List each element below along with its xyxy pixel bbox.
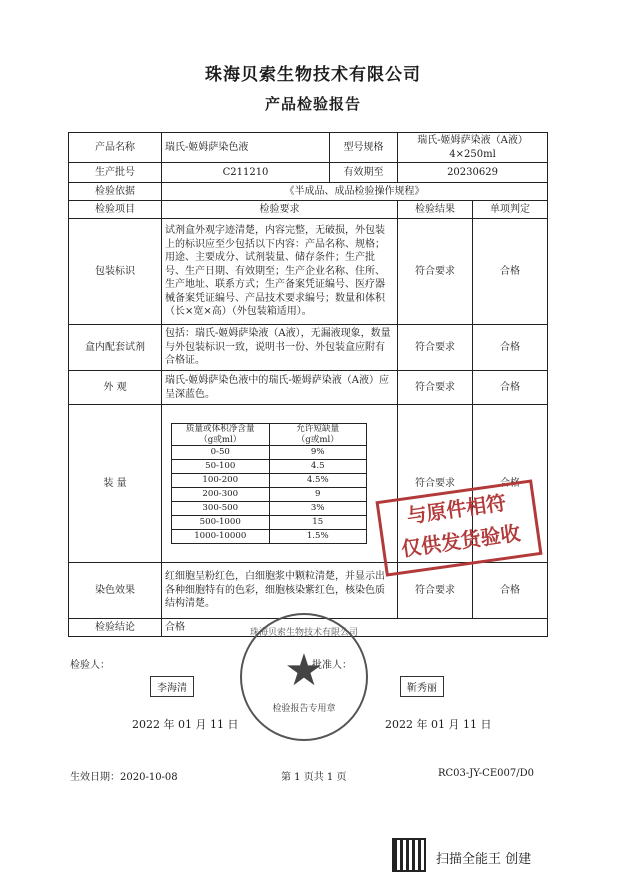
seal-inner-text: 检验报告专用章 [272,704,336,714]
inspector-signature: 李海清 [150,676,194,697]
item-appearance: 外 观 [69,371,162,405]
batch-value: C211210 [162,163,330,183]
product-name-value: 瑞氏-姬姆萨染色液 [162,133,330,163]
result-label-pack: 符合要求 [398,219,473,325]
fill-allow: 1.5% [269,530,367,544]
conclusion-label: 检验结论 [69,619,162,637]
judge-stain: 合格 [473,563,548,619]
model-label: 型号规格 [330,133,398,163]
fill-header-qty-line1: 质量或体积净含量 [185,423,255,434]
req-kit-content: 包括：瑞氏-姬姆萨染液（A液），无漏液现象，数量与外包装标识一致，说明书一份、外包装盒应附有合格证。 [162,325,398,371]
stamp-line-1: 与原件相符 [405,490,508,529]
fill-range: 50-100 [172,460,270,474]
item-fill: 装 量 [69,405,162,563]
req-appearance: 瑞氏-姬姆萨染色液中的瑞氏-姬姆萨染液（A液）应呈深蓝色。 [162,371,398,405]
report-title: 产品检验报告 [264,95,361,113]
req-stain: 红细胞呈粉红色，白细胞浆中颗粒清楚，并显示出各种细胞特有的色彩，细胞核染紫红色，核染色质结构清楚。 [162,563,398,619]
req-label-pack: 试剂盒外观字迹清楚，内容完整，无破损，外包装上的标识应至少包括以下内容：产品名称、规格；用途、主要成分、试剂装量、储存条件；生产批号、生产日期、有效期至；生产企业名称、住所、生产地址、联系方式；生产备案凭证编号、医疗器械备案凭证编号、产品技术要求编号；数量和体积（长×宽×高）（外包装箱适用）。 [162,219,398,325]
result-stain: 符合要求 [398,563,473,619]
inspector-label: 检验人： [70,660,110,671]
date-right: 2022 年 01 月 11 日 [385,718,492,731]
model-value [398,133,548,163]
basis-label: 检验依据 [69,183,162,201]
col-header-result: 检验结果 [398,201,473,219]
qr-code-icon [392,838,426,872]
fill-range: 200-300 [172,488,270,502]
fill-header-allow-line2: （g或ml） [296,434,339,445]
result-fill: 符合要求 [398,405,473,563]
fill-range: 0-50 [172,446,270,460]
model-line-1: 瑞氏-姬姆萨染液（A液） [417,135,528,146]
approver-label: 批准人： [312,660,352,671]
fill-range: 300-500 [172,502,270,516]
batch-label: 生产批号 [69,163,162,183]
judge-fill: 合格 [473,405,548,563]
fill-header-qty-line2: （g或ml） [199,434,242,445]
conclusion-value: 合格 [162,619,548,637]
product-name-label: 产品名称 [69,133,162,163]
company-seal [240,613,368,741]
fill-allow: 3% [269,502,367,516]
page-number: 第 1 页共 1 页 [281,772,347,783]
seal-ring-text: 珠海贝索生物技术有限公司 [249,628,358,638]
fill-allow: 15 [269,516,367,530]
expiry-value: 20230629 [398,163,548,183]
item-label-pack: 包装标识 [69,219,162,325]
fill-row [172,474,367,488]
judge-appearance: 合格 [473,371,548,405]
scanner-text: 扫描全能王 创建 [436,852,532,867]
fill-allow: 4.5 [269,460,367,474]
approver-signature: 靳秀丽 [400,676,444,697]
item-stain: 染色效果 [69,563,162,619]
fill-header-qty [172,423,270,445]
fill-row [172,502,367,516]
col-header-judge: 单项判定 [473,201,548,219]
stamp-line-2: 仅供发货验收 [399,520,522,562]
judge-kit-content: 合格 [473,325,548,371]
fill-range: 1000-10000 [172,530,270,544]
fill-range: 100-200 [172,474,270,488]
col-header-item: 检验项目 [69,201,162,219]
result-appearance: 符合要求 [398,371,473,405]
fill-row [172,516,367,530]
company-name: 珠海贝索生物技术有限公司 [205,65,421,85]
fill-range: 500-1000 [172,516,270,530]
req-fill [162,405,398,563]
date-left: 2022 年 01 月 11 日 [132,718,239,731]
col-header-req: 检验要求 [162,201,398,219]
fill-row [172,446,367,460]
expiry-label: 有效期至 [330,163,398,183]
fill-allow: 9 [269,488,367,502]
basis-value: 《半成品、成品检验操作规程》 [162,183,548,201]
fill-row [172,460,367,474]
seal-star-icon: ★ [284,645,324,696]
fill-allow: 4.5% [269,474,367,488]
fill-row [172,530,367,544]
result-kit-content: 符合要求 [398,325,473,371]
fill-tolerance-table [171,423,367,544]
item-kit-content: 盒内配套试剂 [69,325,162,371]
fill-allow: 9% [269,446,367,460]
model-line-2: 4×250ml [449,148,496,160]
document-code: RC03-JY-CE007/D0 [438,768,534,779]
fill-header-allow-line1: 允许短缺量 [296,423,340,434]
judge-label-pack: 合格 [473,219,548,325]
fill-row [172,488,367,502]
effective-date: 生效日期：2020-10-08 [70,772,178,783]
fill-header-allow [269,423,367,445]
